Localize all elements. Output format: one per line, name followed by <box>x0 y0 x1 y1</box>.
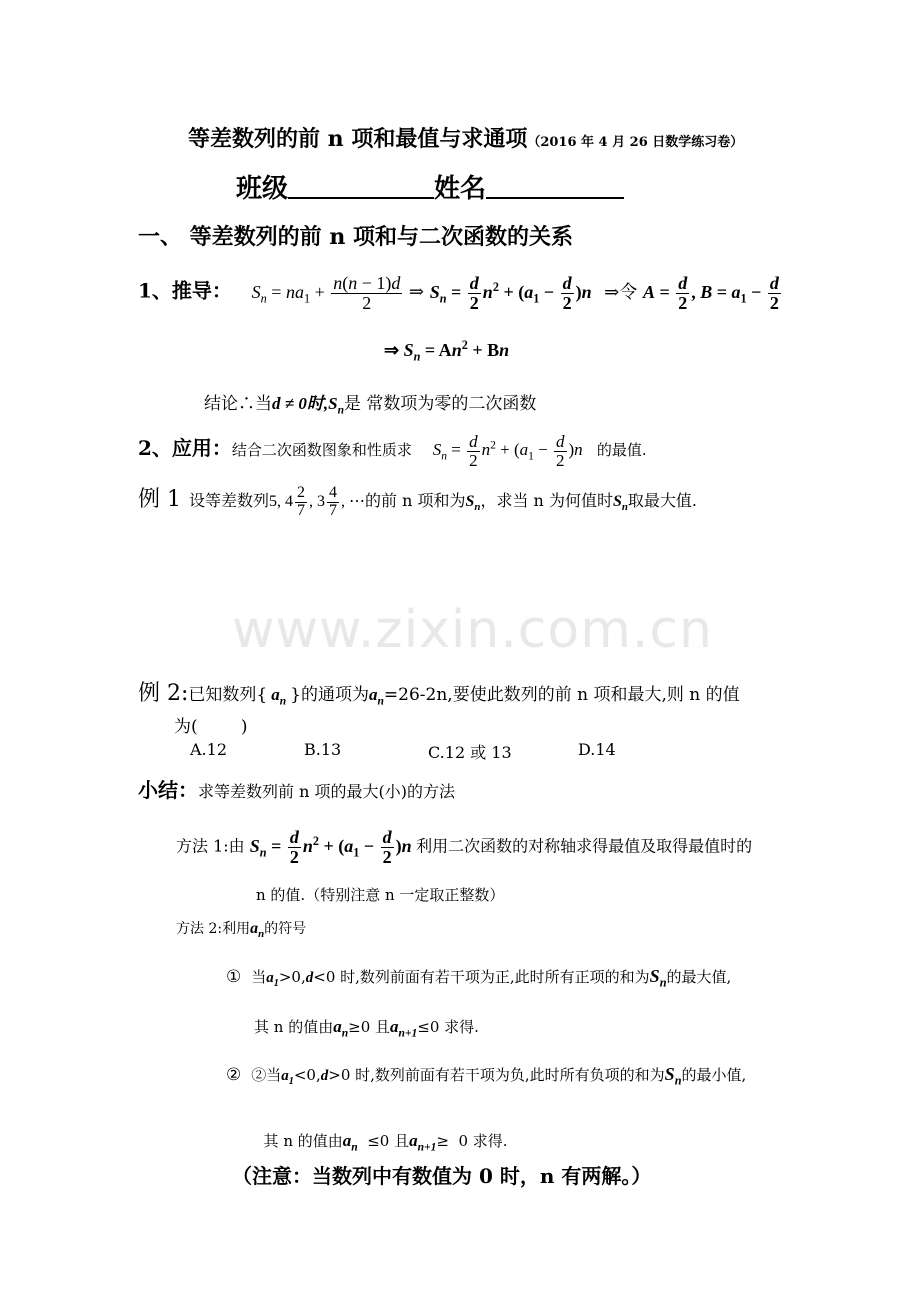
arrow-1: ⇒ <box>408 281 424 303</box>
c2-c: >0 时,数列前面有若干项为负,此时所有负项的和为 <box>328 1066 665 1084</box>
item2-label: 2、应用： <box>138 436 232 460</box>
item2-tail: 的最值. <box>596 441 647 459</box>
c1-l2c: ≤0 求得. <box>417 1018 479 1036</box>
ex1-d: 取最大值. <box>627 491 698 510</box>
let-formula: A = $\frac{d}{2}$ , $B = a_1$ − $\frac{d}{2}$ <box>642 273 779 313</box>
ex2-b: }的通项为 <box>290 685 369 705</box>
ex2-a: 已知数列{ <box>188 685 268 705</box>
arrow-2: ⇒ <box>384 340 400 360</box>
summary-text: 求等差数列前 n 项的最大(小)的方法 <box>198 782 455 801</box>
case-2-line2 <box>254 1112 508 1153</box>
choice-d: D.14 <box>578 740 616 759</box>
class-blank[interactable] <box>288 173 434 199</box>
ex2-line2: 为( ) <box>174 717 248 737</box>
section-heading-1: 一、 等差数列的前 n 项和与二次函数的关系 <box>138 224 573 250</box>
c1-a1: $a_1$ <box>266 970 279 989</box>
conclusion-prefix: 结论∴当 <box>204 394 272 414</box>
ex1-a: 设等差数列 <box>189 491 270 510</box>
c2-a1: $a_1$ <box>281 1068 294 1087</box>
m1-tail: 利用二次函数的对称轴求得最值及取得最值时的 <box>416 836 753 856</box>
c2-l2c: ≥ 0 求得. <box>436 1132 508 1150</box>
watermark: www.zixin.com.cn <box>232 600 713 660</box>
m2-tail: 的符号 <box>264 921 307 937</box>
summary-label: 小结： <box>138 778 198 802</box>
method-1 <box>176 828 752 867</box>
case-1 <box>226 966 731 991</box>
c1-sn: $S_n$ <box>649 966 667 990</box>
summary <box>138 774 455 803</box>
c1-a: 当 <box>251 968 267 986</box>
item2-text: 结合二次函数图象和性质求 <box>231 441 412 459</box>
conclusion-tail: 是 常数项为零的二次函数 <box>343 394 537 414</box>
c2-sn: $S_n$ <box>664 1064 682 1088</box>
note: （注意：当数列中有数值为 0 时，n 有两解。） <box>232 1164 652 1188</box>
choice-a: A.12 <box>190 740 227 759</box>
item1-label: 1、推导： <box>138 278 232 303</box>
ex1-c: ，求当 n 为何值时 <box>480 491 613 510</box>
derivation-line <box>138 274 783 313</box>
method-2 <box>176 918 306 940</box>
m2-prefix: 方法 2:利用 <box>176 921 251 937</box>
case-2 <box>226 1064 746 1089</box>
ex2-an: $a_n$ <box>271 685 287 708</box>
example-1 <box>138 482 697 520</box>
ex2-label: 例 2: <box>138 681 189 706</box>
c2-d-symbol: d <box>320 1068 329 1084</box>
c1-num: ① <box>226 967 242 987</box>
name-label: 姓名 <box>434 174 487 204</box>
m1-line2: n 的值.（特别注意 n 一定取正整数） <box>256 886 505 904</box>
page-title <box>188 122 743 153</box>
conclusion-cond: d ≠ 0时, <box>272 394 329 413</box>
c1-l2b: ≥0 且 <box>348 1018 391 1036</box>
c2-an1: $a_{n+1}$ <box>409 1131 437 1154</box>
ex2-an-2: $a_n$ <box>368 685 384 708</box>
case-1-line2 <box>254 1016 479 1039</box>
c2-b: <0, <box>293 1066 321 1084</box>
ex2-c: =26-2n,要使此数列的前 n 项和最大,则 n 的值 <box>383 685 740 705</box>
application-line <box>138 432 647 469</box>
sum-formula-bold: $S_n$ = $\frac{d}{2}$ $n^2 + (a_1$ − $\frac{d}{2}$ )n <box>429 273 592 313</box>
c1-c: <0 时,数列前面有若干项为正,此时所有正项的和为 <box>313 968 650 986</box>
c1-d: 的最大值, <box>666 968 732 986</box>
example-2 <box>138 676 740 707</box>
c1-l2a: 其 n 的值由 <box>254 1018 334 1036</box>
class-label: 班级 <box>236 174 289 204</box>
ex1-b: 的前 n 项和为 <box>365 491 466 510</box>
choice-b: B.13 <box>304 740 342 759</box>
choice-c: C.12 或 13 <box>428 743 512 762</box>
c2-num: ② <box>226 1065 242 1085</box>
m1-formula: $S_n$ = $\frac{d}{2}$ $n^2 + (a_1$ − $\frac{d}{2}$ )n <box>249 827 412 867</box>
let-arrow: ⇒令 <box>604 281 638 303</box>
item2-formula: $S_n$ = $\frac{d}{2}$ $n^2 + (a_1$ − $\frac{d}{2}$ )n <box>432 431 583 470</box>
c1-an: $a_n$ <box>333 1017 349 1040</box>
c1-d-symbol: d <box>305 970 314 986</box>
quadratic-form: ⇒ $S_n = An^2 + Bn$ <box>384 338 510 364</box>
ex1-sn-2: $S_n$ <box>612 493 628 514</box>
conclusion-sn: $S_n$ <box>328 394 344 417</box>
m1-prefix: 方法 1:由 <box>176 836 245 856</box>
c2-a: ②当 <box>251 1066 282 1084</box>
class-name-line <box>236 168 624 205</box>
title-note: （2016 年 4 月 26 日数学练习卷） <box>527 135 744 150</box>
c1-an1: $a_{n+1}$ <box>390 1017 418 1040</box>
c2-l2b: ≤0 且 <box>357 1132 410 1150</box>
c2-an: $a_n$ <box>342 1131 358 1154</box>
c2-d: 的最小值, <box>681 1066 747 1084</box>
c2-l2a: 其 n 的值由 <box>263 1132 343 1150</box>
ex1-label: 例 1 <box>138 487 181 512</box>
conclusion <box>204 389 536 416</box>
c1-b: >0, <box>278 968 306 986</box>
title-text: 等差数列的前 n 项和最值与求通项 <box>188 126 528 152</box>
ex1-seq: 5, 4 $\frac{2}{7}$ , 3 $\frac{4}{7}$ , ⋯ <box>269 484 366 519</box>
m2-an: $a_n$ <box>250 920 265 941</box>
ex1-sn: $S_n$ <box>465 493 481 514</box>
name-blank[interactable] <box>486 173 624 199</box>
sum-formula-plain: $S_n = na_1$ + $\frac{n(n - 1)d}{2}$ <box>251 273 401 313</box>
